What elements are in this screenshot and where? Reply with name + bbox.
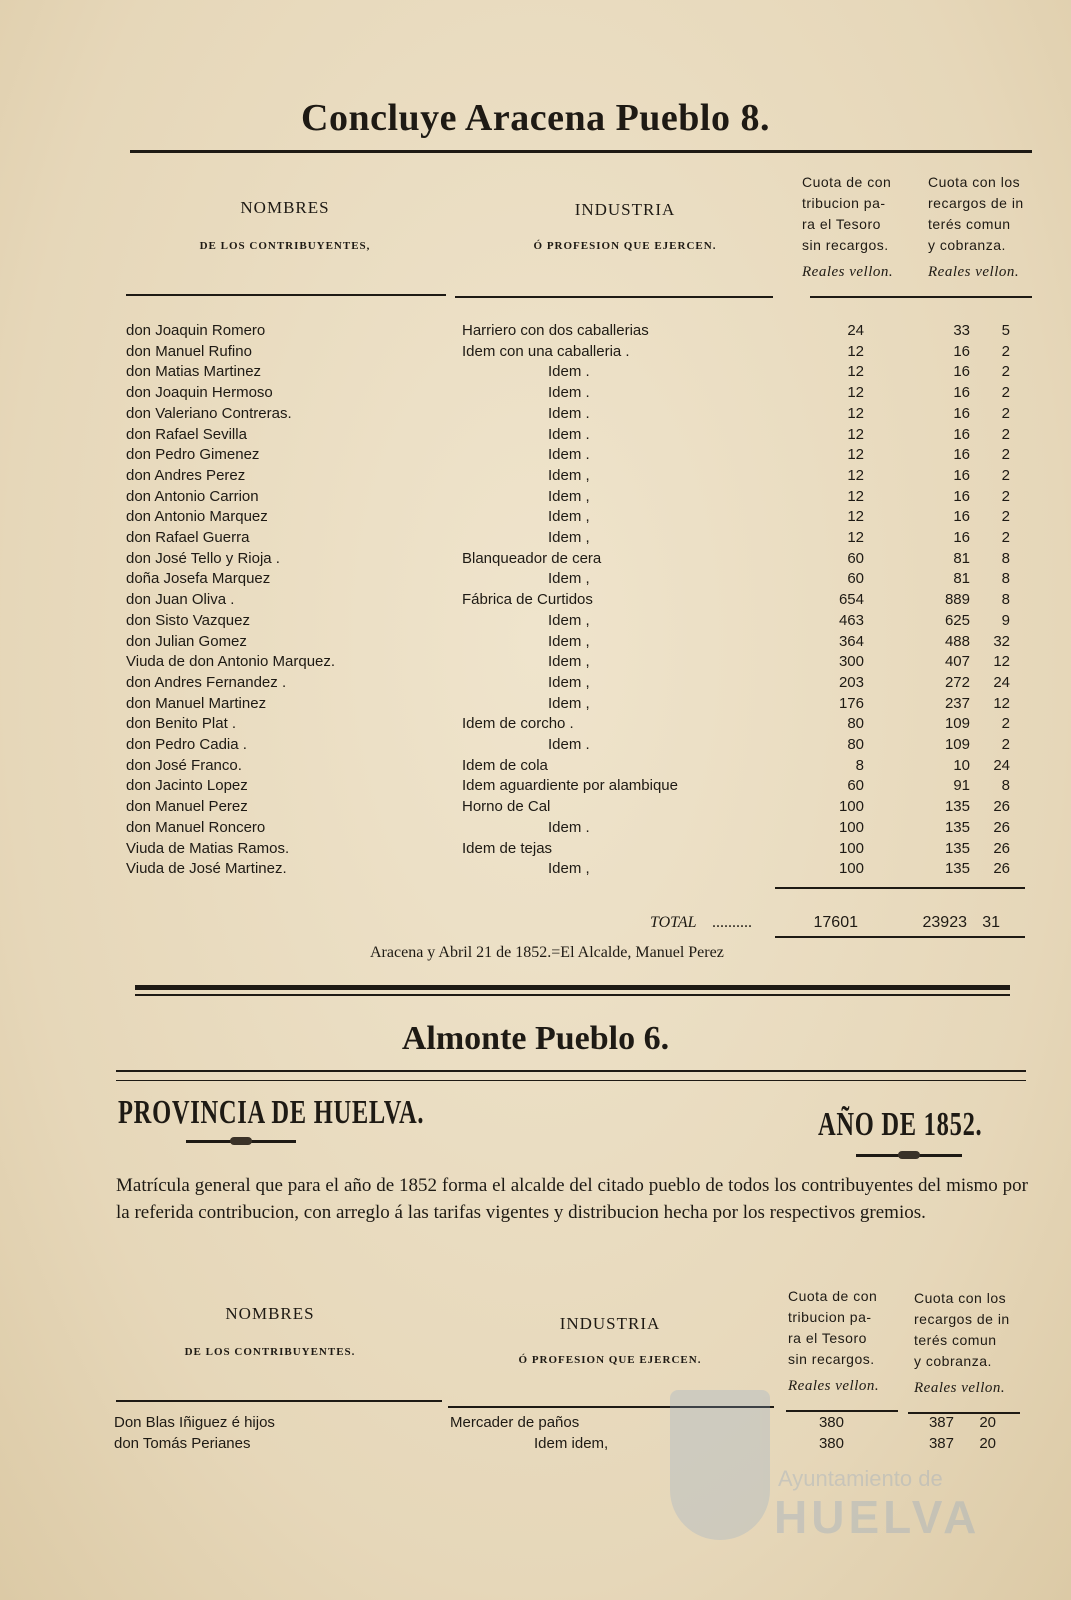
contributor-name: don Matias Martinez <box>126 363 262 381</box>
cuota1-line: ra el Tesoro <box>802 216 881 232</box>
cuota-tesoro-cell: 12 <box>847 466 864 484</box>
cuota-recargos-cell: 387 <box>928 1435 954 1452</box>
cuota-tesoro-cell: 100 <box>838 860 864 878</box>
cuota-cents-cell: 8 <box>1001 570 1010 588</box>
total-label: TOTAL <box>650 914 697 931</box>
cuota-cents-cell: 2 <box>1001 342 1010 360</box>
industry-cell: Idem de corcho . <box>462 715 574 733</box>
ornament <box>856 1154 962 1157</box>
contributor-name: don Sisto Vazquez <box>126 611 250 629</box>
contributor-name: don Rafael Guerra <box>126 529 250 546</box>
cuota-cents-cell: 2 <box>1001 736 1010 753</box>
title2-rule <box>116 1080 1026 1081</box>
contributor-name: don Joaquin Hermoso <box>126 384 273 402</box>
cuota-tesoro-cell: 176 <box>838 694 864 712</box>
contributor-name: don Pedro Cadia . <box>126 736 247 753</box>
table-row <box>0 320 1071 341</box>
industry-cell: Idem , <box>548 570 590 588</box>
cuota-recargos-cell: 16 <box>953 342 970 360</box>
cuota-tesoro-cell: 12 <box>847 425 864 443</box>
contributor-name: doña Josefa Marquez <box>126 570 271 588</box>
cuota-tesoro-cell: 12 <box>847 508 864 526</box>
industry-cell: Idem de cola <box>462 756 548 774</box>
contributor-name: don Valeriano Contreras. <box>126 404 292 422</box>
industry-cell: Idem . <box>548 425 590 443</box>
industry-cell: Idem , <box>548 632 590 650</box>
cuota-cents-cell: 8 <box>1001 591 1010 609</box>
nombres2-sub-label: DE LOS CONTRIBUYENTES. <box>184 1346 356 1358</box>
cuota-tesoro-cell: 60 <box>847 549 864 567</box>
cuota2-line: Cuota con los <box>914 1290 1007 1306</box>
nombres2-label: NOMBRES <box>225 1304 315 1323</box>
cuota1-line: sin recargos. <box>788 1351 875 1367</box>
nombres-header <box>150 198 420 252</box>
industry-cell: Idem , <box>548 860 590 878</box>
table-row <box>0 568 1071 589</box>
industry-cell: Idem , <box>548 694 590 712</box>
watermark-line1: Ayuntamiento de <box>778 1466 943 1491</box>
total-cents: 31 <box>982 914 1000 931</box>
cuota-tesoro-cell: 380 <box>818 1414 844 1431</box>
cuota-tesoro-cell: 12 <box>847 529 864 546</box>
industria-sub-label: Ó PROFESION QUE EJERCEN. <box>533 240 717 252</box>
contributor-name: don Antonio Carrion <box>126 487 259 505</box>
table-row <box>0 734 1071 755</box>
cuota-cents-cell: 8 <box>1001 549 1010 567</box>
reales-vellon-label: Reales vellon. <box>802 264 894 280</box>
table-row <box>0 651 1071 672</box>
industry-cell: Idem . <box>548 384 590 402</box>
cuota-tesoro-cell: 300 <box>838 653 864 671</box>
cuota-recargos-cell: 625 <box>944 611 970 629</box>
cuota-tesoro-cell: 60 <box>847 570 864 588</box>
cuota-recargos-cell: 81 <box>953 549 970 567</box>
cuota1-line: tribucion pa- <box>788 1309 872 1325</box>
cuota1-line: Cuota de con <box>802 174 892 190</box>
cuota-tesoro-header <box>802 172 893 283</box>
cuota-cents-cell: 9 <box>1001 611 1010 629</box>
contributor-name: don Manuel Roncero <box>126 818 266 836</box>
contributor-name: don Pedro Gimenez <box>126 446 260 464</box>
cuota-tesoro-cell: 12 <box>847 446 864 464</box>
table-row <box>0 527 1071 548</box>
industry-cell: Idem idem, <box>534 1435 609 1452</box>
header-rule <box>455 296 773 298</box>
cuota2-line: recargos de in <box>914 1311 1010 1327</box>
contributor-name: don Rafael Sevilla <box>126 425 247 443</box>
industry-cell: Idem , <box>548 529 590 546</box>
cuota-recargos-cell: 16 <box>953 425 970 443</box>
industria2-sub-label: Ó PROFESION QUE EJERCEN. <box>518 1354 702 1366</box>
table-row <box>0 672 1071 693</box>
industria-label: INDUSTRIA <box>574 200 676 219</box>
cuota-tesoro-cell: 8 <box>855 756 864 774</box>
cuota-recargos-cell: 91 <box>953 777 970 795</box>
table-row <box>0 589 1071 610</box>
cuota-tesoro-cell: 80 <box>847 715 864 733</box>
contributor-name: don Benito Plat . <box>126 715 237 733</box>
header-rule <box>810 296 1032 298</box>
cuota-cents-cell: 20 <box>979 1414 996 1431</box>
industry-cell: Idem de tejas <box>462 839 553 857</box>
industry-cell: Idem , <box>548 673 590 691</box>
industry-cell: Idem , <box>548 487 590 505</box>
cuota-cents-cell: 26 <box>993 798 1010 816</box>
contributor-name: Don Blas Iñiguez é hijos <box>114 1414 275 1431</box>
industry-cell: Fábrica de Curtidos <box>462 591 593 609</box>
cuota-recargos-cell: 16 <box>953 384 970 402</box>
industry-cell: Idem . <box>548 446 590 464</box>
table-row <box>0 465 1071 486</box>
cuota-recargos-cell: 889 <box>944 591 970 609</box>
cuota-tesoro-cell: 12 <box>847 363 864 381</box>
table-row <box>0 817 1071 838</box>
cuota-cents-cell: 26 <box>993 839 1010 857</box>
total-rule <box>775 887 1025 889</box>
cuota-tesoro-cell: 100 <box>838 798 864 816</box>
cuota-tesoro-cell: 12 <box>847 342 864 360</box>
cuota2-line: terés comun <box>914 1332 997 1348</box>
cuota-tesoro-cell: 12 <box>847 384 864 402</box>
total-under-rule <box>775 936 1025 938</box>
industry-cell: Idem , <box>548 653 590 671</box>
cuota-recargos-cell: 16 <box>953 466 970 484</box>
cuota-recargos-cell: 488 <box>944 632 970 650</box>
table-row <box>0 424 1071 445</box>
table-row <box>0 775 1071 796</box>
cuota-recargos-cell: 16 <box>953 363 970 381</box>
cuota-recargos-cell: 135 <box>944 839 970 857</box>
industry-cell: Idem aguardiente por alambique <box>462 777 678 795</box>
industria2-header <box>460 1314 760 1366</box>
cuota2-line: Cuota con los <box>928 174 1021 190</box>
nombres-sub-label: DE LOS CONTRIBUYENTES, <box>199 240 371 252</box>
table-row <box>0 506 1071 527</box>
contributor-name: don Manuel Perez <box>126 798 248 816</box>
table-row <box>0 361 1071 382</box>
table-row <box>0 341 1071 362</box>
archive-watermark <box>660 1380 990 1560</box>
cuota-recargos-cell: 387 <box>928 1414 954 1431</box>
matricula-paragraph: Matrícula general que para el año de 1852 forma el alcalde del citado pueblo de todos los contribuyentes del mismo por la referida contribucion, con arreglo á las tarifas vigentes y distribucion hecha por los respectivos gremios. <box>116 1175 1028 1223</box>
industry-cell: Harriero con dos caballerias <box>462 322 649 339</box>
table-row <box>0 631 1071 652</box>
cuota-tesoro-cell: 12 <box>847 404 864 422</box>
cuota-recargos-cell: 237 <box>944 694 970 712</box>
cuota1-line: ra el Tesoro <box>788 1330 867 1346</box>
contributor-name: Viuda de José Martinez. <box>126 860 287 878</box>
nombres2-header <box>130 1304 410 1358</box>
contributor-name: don Tomás Perianes <box>114 1435 251 1452</box>
contributor-name: don Manuel Rufino <box>126 342 252 360</box>
cuota-cents-cell: 2 <box>1001 425 1010 443</box>
cuota-cents-cell: 2 <box>1001 446 1010 464</box>
table-row <box>0 486 1071 507</box>
total-row <box>0 914 1071 936</box>
cuota-recargos-cell: 272 <box>944 673 970 691</box>
cuota-recargos-cell: 81 <box>953 570 970 588</box>
cuota-cents-cell: 2 <box>1001 508 1010 526</box>
cuota-cents-cell: 2 <box>1001 487 1010 505</box>
section-divider <box>135 985 1010 990</box>
cuota1-line: sin recargos. <box>802 237 889 253</box>
cuota-tesoro-cell: 24 <box>847 322 864 339</box>
industry-cell: Idem . <box>548 404 590 422</box>
cuota-tesoro-cell: 80 <box>847 736 864 753</box>
title2-rule <box>116 1070 1026 1072</box>
cuota2-line: recargos de in <box>928 195 1024 211</box>
cuota-cents-cell: 12 <box>993 653 1010 671</box>
cuota-recargos-cell: 135 <box>944 798 970 816</box>
contributor-name: don Andres Perez <box>126 466 246 484</box>
cuota-cents-cell: 12 <box>993 694 1010 712</box>
cuota-recargos-cell: 109 <box>944 715 970 733</box>
nombres-label: NOMBRES <box>240 198 330 217</box>
cuota1-line: tribucion pa- <box>802 195 886 211</box>
cuota-cents-cell: 2 <box>1001 404 1010 422</box>
table-row <box>0 858 1071 879</box>
contributor-name: Viuda de don Antonio Marquez. <box>126 653 336 671</box>
table-row <box>0 444 1071 465</box>
cuota-recargos-cell: 407 <box>944 653 970 671</box>
total-recargos: 23923 <box>922 914 967 931</box>
contributor-name: don Julian Gomez <box>126 632 247 650</box>
industry-cell: Idem . <box>548 736 590 753</box>
table-row <box>0 403 1071 424</box>
contributor-name: Viuda de Matias Ramos. <box>126 839 290 857</box>
reales-vellon-label: Reales vellon. <box>928 264 1020 280</box>
watermark-line2: HUELVA <box>774 1491 981 1543</box>
cuota-recargos-cell: 33 <box>953 322 970 339</box>
contributor-name: don Joaquin Romero <box>126 322 266 339</box>
reales-vellon-label: Reales vellon. <box>914 1380 1006 1396</box>
industry-cell: Idem , <box>548 508 590 526</box>
table-row <box>0 548 1071 569</box>
cuota2-line: terés comun <box>928 216 1011 232</box>
contributor-name: don José Tello y Rioja . <box>126 549 280 567</box>
cuota-cents-cell: 26 <box>993 860 1010 878</box>
cuota-cents-cell: 24 <box>993 756 1010 774</box>
table-row <box>0 838 1071 859</box>
cuota-recargos-cell: 16 <box>953 529 970 546</box>
cuota-recargos-cell: 135 <box>944 818 970 836</box>
industry-cell: Idem , <box>548 466 590 484</box>
cuota-recargos-cell: 109 <box>944 736 970 753</box>
industry-cell: Mercader de paños <box>450 1414 580 1431</box>
header2-rule <box>116 1400 442 1402</box>
industry-cell: Idem . <box>548 818 590 836</box>
industria-header <box>480 200 770 252</box>
cuota-cents-cell: 26 <box>993 818 1010 836</box>
coat-of-arms-icon <box>670 1390 770 1540</box>
section1-title: Concluye Aracena Pueblo 8. <box>301 97 770 139</box>
cuota-cents-cell: 32 <box>993 632 1010 650</box>
cuota-tesoro-cell: 100 <box>838 839 864 857</box>
table-row <box>0 713 1071 734</box>
industria2-label: INDUSTRIA <box>559 1314 661 1333</box>
cuota-recargos-cell: 16 <box>953 487 970 505</box>
cuota-tesoro-cell: 12 <box>847 487 864 505</box>
contributor-name: don Jacinto Lopez <box>126 777 248 795</box>
ornament <box>186 1140 296 1143</box>
total-cuota: 17601 <box>813 914 858 931</box>
section-divider <box>135 994 1010 996</box>
cuota-recargos-cell: 16 <box>953 404 970 422</box>
cuota-tesoro-cell: 100 <box>838 818 864 836</box>
section2-title: Almonte Pueblo 6. <box>401 1020 670 1057</box>
industry-cell: Blanqueador de cera <box>462 549 602 567</box>
cuota-tesoro-cell: 463 <box>838 611 864 629</box>
cuota-cents-cell: 2 <box>1001 529 1010 546</box>
cuota2-line: y cobranza. <box>928 237 1006 253</box>
table-row <box>0 796 1071 817</box>
year-heading: AÑO DE 1852. <box>818 1106 983 1143</box>
cuota-tesoro-cell: 380 <box>818 1435 844 1452</box>
industry-cell: Horno de Cal <box>462 798 551 816</box>
total-leader: .......... <box>712 914 752 931</box>
industry-cell: Idem . <box>548 363 590 381</box>
cuota-recargos-cell: 16 <box>953 446 970 464</box>
industry-cell: Idem , <box>548 611 590 629</box>
cuota-cents-cell: 2 <box>1001 715 1010 733</box>
reales-vellon-label: Reales vellon. <box>788 1378 880 1394</box>
table-row <box>0 382 1071 403</box>
title-rule <box>130 150 1032 153</box>
cuota-tesoro-cell: 654 <box>838 591 864 609</box>
contributor-name: don Andres Fernandez . <box>126 673 287 691</box>
industry-cell: Idem con una caballeria . <box>462 342 630 360</box>
cuota-tesoro-cell: 60 <box>847 777 864 795</box>
table-row <box>0 755 1071 776</box>
cuota-recargos-cell: 135 <box>944 860 970 878</box>
cuota2-line: y cobranza. <box>914 1353 992 1369</box>
header-rule <box>126 294 446 296</box>
cuota-cents-cell: 2 <box>1001 384 1010 402</box>
table-row <box>0 610 1071 631</box>
table-row <box>0 693 1071 714</box>
cuota-tesoro-cell: 203 <box>838 673 864 691</box>
signature-line: Aracena y Abril 21 de 1852.=El Alcalde, Manuel Perez <box>370 944 724 961</box>
contributor-name: don Juan Oliva . <box>126 591 235 609</box>
cuota-cents-cell: 8 <box>1001 777 1010 795</box>
cuota-tesoro-cell: 364 <box>838 632 864 650</box>
cuota-cents-cell: 2 <box>1001 466 1010 484</box>
cuota-cents-cell: 5 <box>1001 322 1010 339</box>
contributor-name: don Manuel Martinez <box>126 694 267 712</box>
contributor-name: don Antonio Marquez <box>126 508 268 526</box>
cuota-recargos-header <box>928 172 1024 283</box>
cuota-cents-cell: 2 <box>1001 363 1010 381</box>
cuota-recargos-cell: 16 <box>953 508 970 526</box>
cuota-recargos-cell: 10 <box>953 756 970 774</box>
cuota-cents-cell: 20 <box>979 1435 996 1452</box>
contributor-name: don José Franco. <box>126 756 242 774</box>
province-heading: PROVINCIA DE HUELVA. <box>118 1094 425 1131</box>
cuota-cents-cell: 24 <box>993 673 1010 691</box>
cuota1-line: Cuota de con <box>788 1288 878 1304</box>
